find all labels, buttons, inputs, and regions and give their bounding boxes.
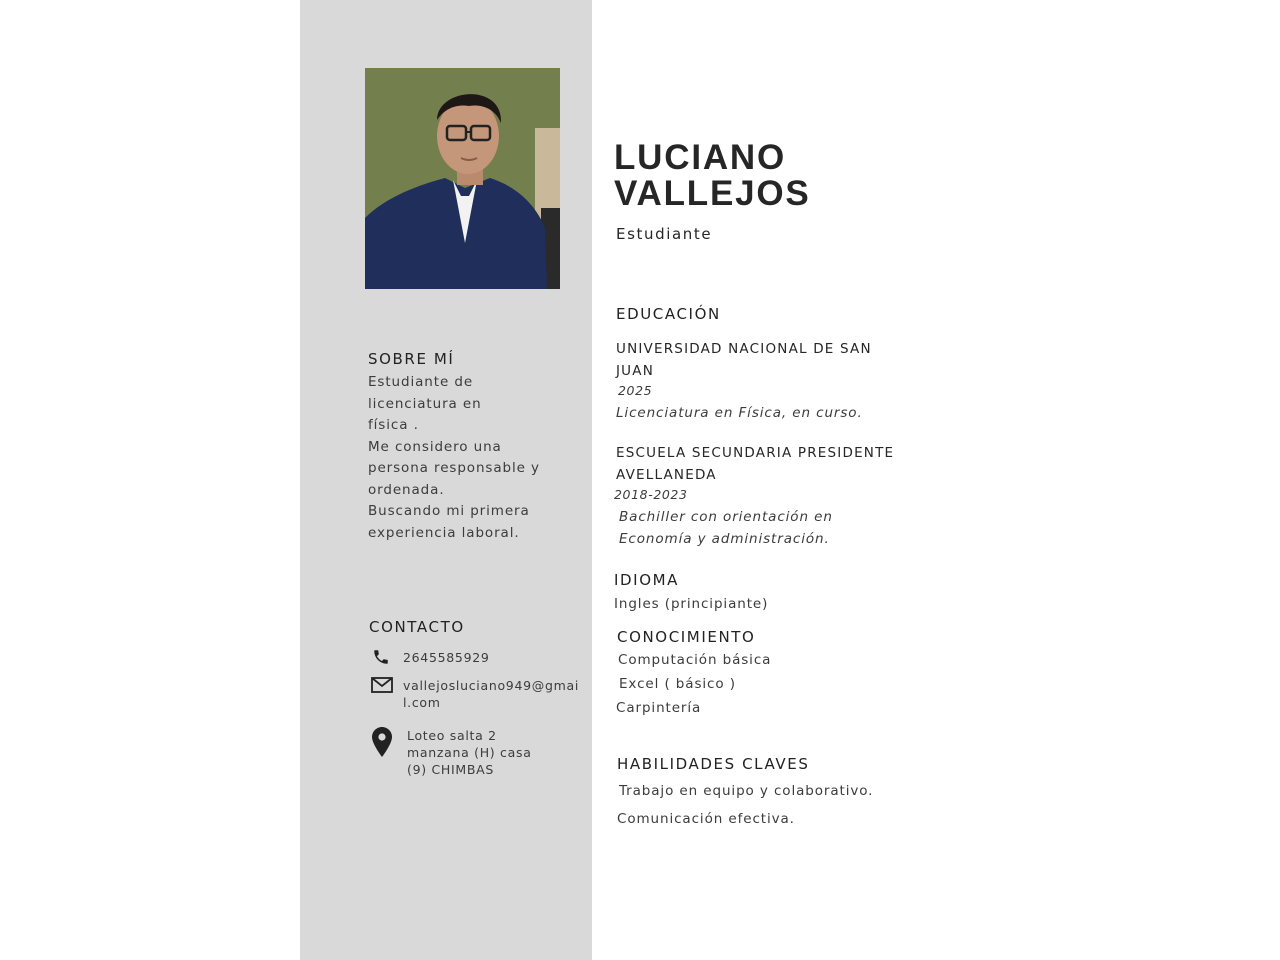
education-description-1: Licenciatura en Física, en curso. <box>616 405 863 421</box>
skill-item: Comunicación efectiva. <box>617 811 795 827</box>
knowledge-item: Excel ( básico ) <box>619 676 736 692</box>
contact-email[interactable] <box>403 677 578 711</box>
email-line-1: vallejosluciano949@gmai <box>403 678 579 693</box>
languages-heading: IDIOMA <box>614 571 680 589</box>
contact-phone[interactable]: 2645585929 <box>403 650 490 665</box>
email-line-2: l.com <box>403 695 441 710</box>
skill-item: Trabajo en equipo y colaborativo. <box>619 783 874 799</box>
name-heading <box>614 140 811 212</box>
education-institution-2: ESCUELA SECUNDARIA PRESIDENTE AVELLANEDA <box>616 445 895 483</box>
profile-photo <box>365 68 560 289</box>
knowledge-item: Carpintería <box>616 700 702 716</box>
knowledge-heading: CONOCIMIENTO <box>617 628 756 646</box>
contact-address: Loteo salta 2 manzana (H) casa (9) CHIMBAS <box>407 728 532 777</box>
contact-heading: CONTACTO <box>369 618 465 636</box>
language-item: Ingles (principiante) <box>614 596 769 612</box>
education-description-2: Bachiller con orientación en Economía y administración. <box>619 509 833 547</box>
last-name: VALLEJOS <box>614 174 811 213</box>
education-years-1: 2025 <box>618 383 653 398</box>
about-text: Estudiante de licenciatura en física . Me considero una persona responsable y ordenada. Buscando mi primera experiencia laboral. <box>368 374 540 541</box>
job-title: Estudiante <box>616 225 713 243</box>
about-heading: SOBRE MÍ <box>368 350 455 368</box>
location-pin-icon <box>372 727 392 757</box>
skills-heading: HABILIDADES CLAVES <box>617 755 810 773</box>
mail-icon <box>371 677 393 693</box>
education-years-2: 2018-2023 <box>614 487 688 502</box>
knowledge-item: Computación básica <box>618 652 772 668</box>
phone-icon <box>372 648 390 666</box>
first-name: LUCIANO <box>614 138 787 177</box>
education-heading: EDUCACIÓN <box>616 305 721 323</box>
education-institution-1: UNIVERSIDAD NACIONAL DE SAN JUAN <box>616 341 872 379</box>
